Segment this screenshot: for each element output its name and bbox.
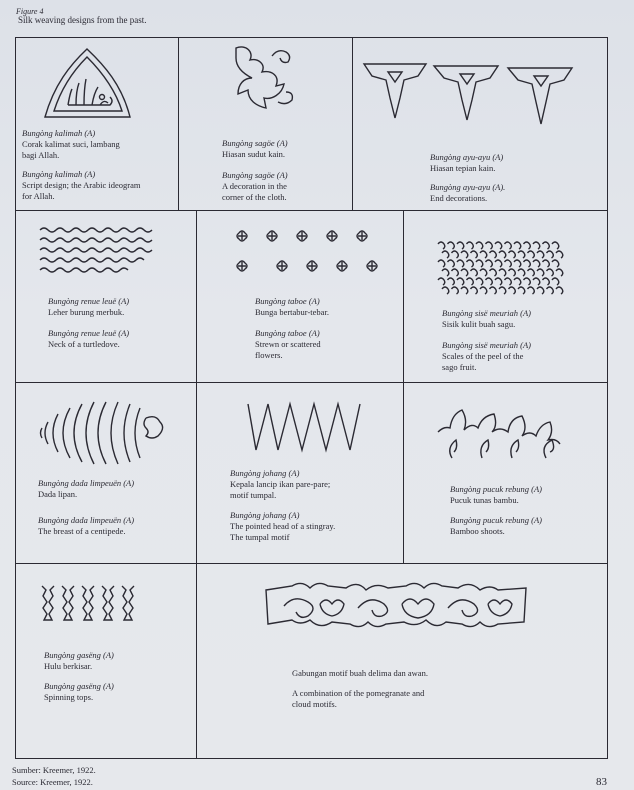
row-divider xyxy=(15,210,608,211)
row-divider xyxy=(15,563,608,564)
ayu-ayu-motif-icon xyxy=(360,58,575,128)
column-divider xyxy=(352,37,353,210)
sagoe-desc-en-1: A decoration in the xyxy=(222,181,287,191)
scale-row xyxy=(442,287,563,294)
pucuk-rebung-motif-icon xyxy=(436,402,571,464)
gaseng-motif-icon xyxy=(38,582,138,624)
scale-row xyxy=(438,278,559,285)
page-number: 83 xyxy=(596,776,607,788)
delima-desc-ms-1: Gabungan motif buah delima dan awan. xyxy=(292,668,428,678)
flower-mark xyxy=(367,261,377,271)
sagoe-motif-icon xyxy=(226,40,306,118)
column-divider xyxy=(196,210,197,563)
ayu-desc-en-1: End decorations. xyxy=(430,193,488,203)
sagoe-name-ms: Bungòng sagöe (A) xyxy=(222,138,288,148)
column-divider xyxy=(196,563,197,759)
johang-desc-en-1: The pointed head of a stingray. xyxy=(230,521,336,531)
kalimah-desc-en-1: Script design; the Arabic ideogram xyxy=(22,180,141,190)
renue-name-en: Bungòng renue leuë (A) xyxy=(48,328,130,338)
johang-desc-ms-1: Kepala lancip ikan pare-pare; xyxy=(230,479,331,489)
dada-desc-en-1: The breast of a centipede. xyxy=(38,526,126,536)
gaseng-desc-ms-1: Hulu berkisar. xyxy=(44,661,93,671)
ayu-desc-ms-1: Hiasan tepian kain. xyxy=(430,163,496,173)
sise-name-en: Bungòng sisë meuriah (A) xyxy=(442,340,532,350)
delima-awan-motif-icon xyxy=(262,578,530,634)
taboe-name-en: Bungòng taboe (A) xyxy=(255,328,320,338)
delima-desc-en-2: cloud motifs. xyxy=(292,699,337,709)
kalimah-name-en: Bungòng kalimah (A) xyxy=(22,169,96,179)
sise-desc-en-2: sago fruit. xyxy=(442,362,477,372)
scale-row xyxy=(438,260,559,267)
flower-mark xyxy=(297,231,307,241)
gaseng-name-ms: Bungòng gasëng (A) xyxy=(44,650,114,660)
scale-row xyxy=(442,251,563,258)
kalimah-name-ms: Bungòng kalimah (A) xyxy=(22,128,96,138)
gaseng-desc-en-1: Spinning tops. xyxy=(44,692,94,702)
renue-leue-motif-icon xyxy=(36,222,158,282)
flower-mark xyxy=(357,231,367,241)
flower-mark xyxy=(267,231,277,241)
flower-mark xyxy=(237,231,247,241)
column-divider xyxy=(403,210,404,563)
delima-desc-en-1: A combination of the pomegranate and xyxy=(292,688,425,698)
dada-name-ms: Bungòng dada limpeuën (A) xyxy=(38,478,135,488)
figure-caption: Silk weaving designs from the past. xyxy=(18,15,147,25)
dada-desc-ms-1: Dada lipan. xyxy=(38,489,78,499)
scale-row xyxy=(438,242,559,249)
taboe-desc-en-2: flowers. xyxy=(255,350,283,360)
taboe-name-ms: Bungòng taboe (A) xyxy=(255,296,320,306)
taboe-desc-ms-1: Bunga bertabur-tebar. xyxy=(255,307,329,317)
sise-name-ms: Bungòng sisë meuriah (A) xyxy=(442,308,532,318)
kalimah-desc-ms-2: bagi Allah. xyxy=(22,150,60,160)
ayu-name-en: Bungòng ayu-ayu (A). xyxy=(430,182,506,192)
johang-motif-icon xyxy=(244,400,364,454)
sise-meuriah-motif-icon xyxy=(436,238,566,296)
source-note-en: Source: Kreemer, 1922. xyxy=(12,777,93,787)
pucuk-desc-ms-1: Pucuk tunas bambu. xyxy=(450,495,519,505)
sagoe-desc-ms-1: Hiasan sudut kain. xyxy=(222,149,286,159)
sagoe-desc-en-2: corner of the cloth. xyxy=(222,192,287,202)
flower-mark xyxy=(237,261,247,271)
pucuk-desc-en-1: Bamboo shoots. xyxy=(450,526,505,536)
flower-mark xyxy=(277,261,287,271)
gaseng-name-en: Bungòng gasëng (A) xyxy=(44,681,114,691)
johang-name-en: Bungòng johang (A) xyxy=(230,510,300,520)
johang-desc-en-2: The tumpal motif xyxy=(230,532,290,542)
taboe-motif-icon xyxy=(230,228,380,280)
flower-mark xyxy=(337,261,347,271)
pucuk-name-ms: Bungòng pucuk rebung (A) xyxy=(450,484,542,494)
kalimah-desc-en-2: for Allah. xyxy=(22,191,55,201)
renue-name-ms: Bungòng renue leuë (A) xyxy=(48,296,130,306)
johang-desc-ms-2: motif tumpal. xyxy=(230,490,277,500)
kalimah-motif-icon xyxy=(40,45,135,123)
pucuk-name-en: Bungòng pucuk rebung (A) xyxy=(450,515,542,525)
figure-number: Figure 4 xyxy=(16,7,44,16)
row-divider xyxy=(15,382,608,383)
sagoe-name-en: Bungòng sagöe (A) xyxy=(222,170,288,180)
kalimah-desc-ms-1: Corak kalimat suci, lambang xyxy=(22,139,120,149)
ayu-name-ms: Bungòng ayu-ayu (A) xyxy=(430,152,504,162)
sise-desc-en-1: Scales of the peel of the xyxy=(442,351,524,361)
source-note-ms: Sumber: Kreemer, 1922. xyxy=(12,765,96,775)
johang-name-ms: Bungòng johang (A) xyxy=(230,468,300,478)
flower-mark xyxy=(307,261,317,271)
flower-mark xyxy=(327,231,337,241)
renue-desc-en-1: Neck of a turtledove. xyxy=(48,339,120,349)
column-divider xyxy=(178,37,179,210)
sise-desc-ms-1: Sisik kulit buah sagu. xyxy=(442,319,516,329)
dada-limpeuen-motif-icon xyxy=(36,398,166,468)
renue-desc-ms-1: Leher burung merbuk. xyxy=(48,307,125,317)
taboe-desc-en-1: Strewn or scattered xyxy=(255,339,321,349)
scale-row xyxy=(442,269,563,276)
dada-name-en: Bungòng dada limpeuën (A) xyxy=(38,515,135,525)
